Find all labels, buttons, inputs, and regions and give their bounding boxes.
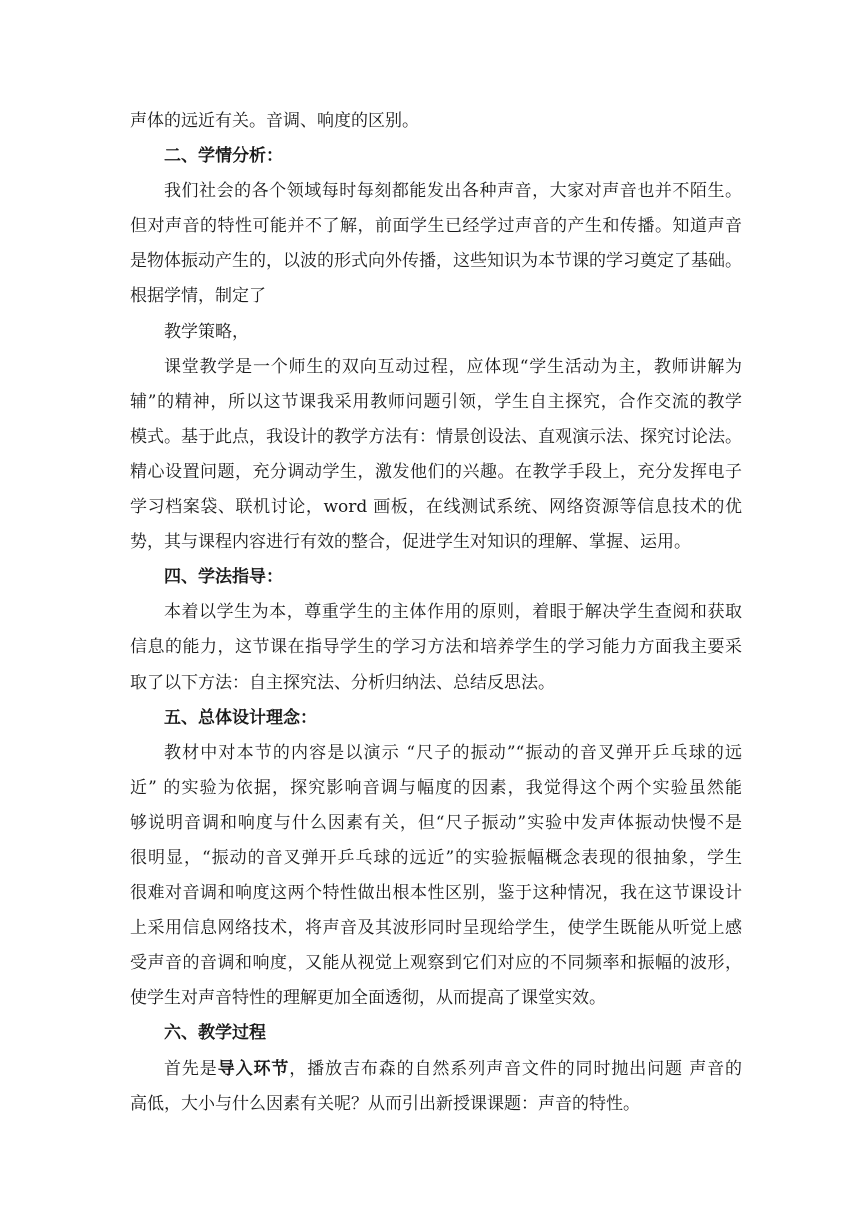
paragraph-line: 近” 的实验为依据，探究影响音调与幅度的因素，我觉得这个两个实验虽然能 xyxy=(130,777,742,798)
paragraph-line: 我们社会的各个领域每时每刻都能发出各种声音，大家对声音也并不陌生。 xyxy=(164,181,742,202)
paragraph-line: 精心设置问题，充分调动学生，激发他们的兴趣。在教学手段上，充分发挥电子 xyxy=(130,461,742,482)
paragraph-line: 上采用信息网络技术，将声音及其波形同时呈现给学生，使学生既能从听觉上感 xyxy=(130,918,742,939)
paragraph-line: 教材中对本节的内容是以演示 “尺子的振动”“振动的音叉弹开乒乓球的远 xyxy=(164,742,742,763)
paragraph-line: 根据学情，制定了 xyxy=(130,286,266,307)
paragraph-line: 课堂教学是一个师生的双向互动过程，应体现“学生活动为主，教师讲解为 xyxy=(164,356,742,377)
paragraph-line: 势，其与课程内容进行有效的整合，促进学生对知识的理解、掌握、运用。 xyxy=(130,532,691,553)
paragraph-line: 本着以学生为本，尊重学生的主体作用的原则，着眼于解决学生查阅和获取 xyxy=(164,602,742,623)
paragraph-line: 信息的能力，这节课在指导学生的学习方法和培养学生的学习能力方面我主要采 xyxy=(130,637,742,658)
paragraph-line: 学习档案袋、联机讨论，word 画板，在线测试系统、网络资源等信息技术的优 xyxy=(130,497,742,518)
paragraph-line: 很难对音调和响度这两个特性做出根本性区别，鉴于这种情况，我在这节课设计 xyxy=(130,883,742,904)
process-paragraph-line xyxy=(130,1052,742,1087)
paragraph-line: 教学策略， xyxy=(164,321,249,342)
document-body xyxy=(130,104,742,1122)
process-rest-text: ，播放吉布森的自然系列声音文件的同时抛出问题 声音的 xyxy=(289,1058,742,1079)
section-heading: 五、总体设计理念： xyxy=(164,707,317,728)
paragraph-line: 但对声音的特性可能并不了解，前面学生已经学过声音的产生和传播。知道声音 xyxy=(130,216,742,237)
paragraph-line: 使学生对声音特性的理解更加全面透彻，从而提高了课堂实效。 xyxy=(130,988,606,1009)
paragraph-line: 受声音的音调和响度，又能从视觉上观察到它们对应的不同频率和振幅的波形， xyxy=(130,953,742,974)
text-lines xyxy=(130,104,742,1052)
paragraph-line: 模式。基于此点，我设计的教学方法有：情景创设法、直观演示法、探究讨论法。 xyxy=(130,426,742,447)
paragraph-line: 辅”的精神，所以这节课我采用教师问题引领，学生自主探究，合作交流的教学 xyxy=(130,391,742,412)
section-heading: 二、学情分析： xyxy=(164,146,283,167)
process-bold-text: 导入环节 xyxy=(217,1058,290,1079)
section-heading: 四、学法指导： xyxy=(164,567,283,588)
section-heading: 六、教学过程 xyxy=(164,1023,266,1044)
paragraph-line: 很明显，“振动的音叉弹开乒乓球的远近”的实验振幅概念表现的很抽象，学生 xyxy=(130,847,742,868)
process-paragraph-last-line: 高低，大小与什么因素有关呢？从而引出新授课课题：声音的特性。 xyxy=(130,1093,640,1114)
paragraph-line: 声体的远近有关。音调、响度的区别。 xyxy=(130,111,419,131)
paragraph-line: 是物体振动产生的，以波的形式向外传播，这些知识为本节课的学习奠定了基础。 xyxy=(130,251,742,272)
paragraph-line: 取了以下方法：自主探究法、分析归纳法、总结反思法。 xyxy=(130,672,555,693)
paragraph-line: 够说明音调和响度与什么因素有关，但“尺子振动”实验中发声体振动快慢不是 xyxy=(130,812,742,833)
process-lead-text: 首先是 xyxy=(164,1058,218,1079)
